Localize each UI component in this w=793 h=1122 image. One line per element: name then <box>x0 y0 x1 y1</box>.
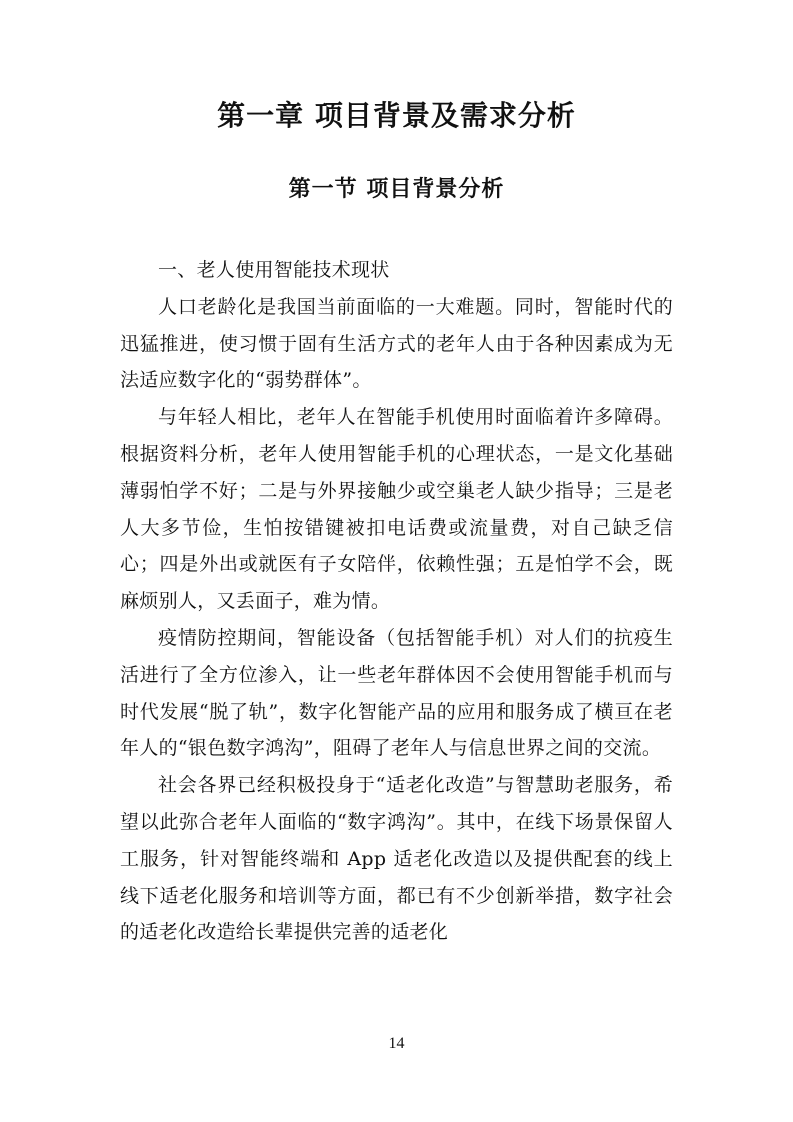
paragraph: 与年轻人相比，老年人在智能手机使用时面临着许多障碍。根据资料分析，老年人使用智能手机的心理状态，一是文化基础薄弱怕学不好；二是与外界接触少或空巢老人缺少指导；三是老人大多节俭，生怕按错键被扣电话费或流量费，对自己缺乏信心；四是外出或就医有子女陪伴，依赖性强；五是怕学不会，既麻烦别人，又丢面子，难为情。 <box>120 406 673 613</box>
paragraph: 人口老龄化是我国当前面临的一大难题。同时，智能时代的迅猛推进，使习惯于固有生活方式的老年人由于各种因素成为无法适应数字化的“弱势群体”。 <box>120 295 673 392</box>
page-number: 14 <box>388 1035 405 1052</box>
body-text <box>120 252 673 951</box>
section-title: 第一节 项目背景分析 <box>288 177 505 202</box>
paragraph: 疫情防控期间，智能设备（包括智能手机）对人们的抗疫生活进行了全方位渗入，让一些老年群体因不会使用智能手机而与时代发展“脱了轨”，数字化智能产品的应用和服务成了横亘在老年人的“银色数字鸿沟”，阻碍了老年人与信息世界之间的交流。 <box>120 626 673 760</box>
subsection-heading: 一、老人使用智能技术现状 <box>158 259 390 281</box>
paragraph: 社会各界已经积极投身于“适老化改造”与智慧助老服务，希望以此弥合老年人面临的“数字鸿沟”。其中，在线下场景保留人工服务，针对智能终端和 App 适老化改造以及提供配套的线上线下适老化服务和培训等方面，都已有不少创新举措，数字社会的适老化改造给长辈提供完善的适老化 <box>120 774 673 944</box>
chapter-title: 第一章 项目背景及需求分析 <box>217 99 576 132</box>
